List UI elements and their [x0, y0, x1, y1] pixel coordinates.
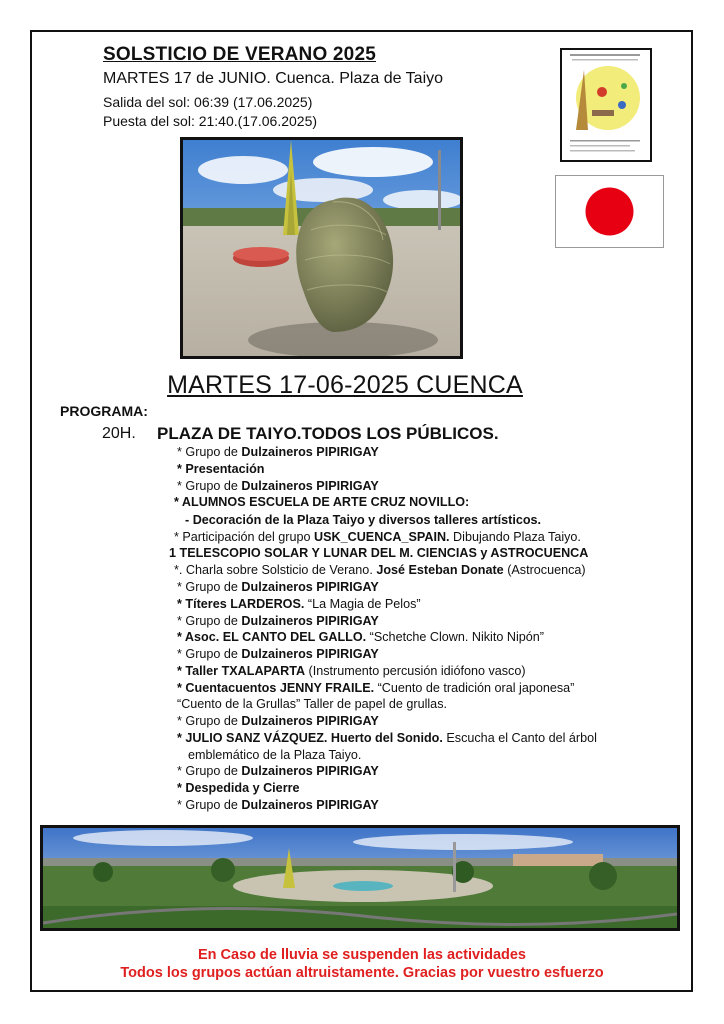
program-item-text: * Grupo de [177, 764, 242, 778]
program-item [177, 596, 421, 612]
program-item-text: José Esteban Donate [376, 563, 504, 577]
sunrise-time: Salida del sol: 06:39 (17.06.2025) [103, 94, 313, 110]
japan-flag [555, 175, 664, 248]
program-item-text: “Cuento de tradición oral japonesa” [374, 681, 575, 695]
program-item-text: “Cuento de la Grullas” Taller de papel de grullas. [177, 697, 447, 711]
program-item [185, 512, 541, 528]
program-item-text: Dulzaineros PIPIRIGAY [241, 614, 379, 628]
program-item-text: * Cuentacuentos JENNY FRAILE. [177, 681, 375, 695]
plaza-panorama-photo [40, 825, 680, 931]
program-item [177, 646, 379, 662]
program-item-text: * Taller TXALAPARTA [177, 664, 306, 678]
program-item-text: * Participación del grupo [174, 530, 315, 544]
program-item [177, 730, 597, 746]
program-item [177, 478, 379, 494]
program-item-text: Dulzaineros PIPIRIGAY [241, 445, 379, 459]
program-item [174, 494, 469, 510]
program-item [177, 713, 379, 729]
program-item-text: * Asoc. EL CANTO DEL GALLO. [177, 630, 367, 644]
program-item-text: emblemático de la Plaza Taiyo. [188, 748, 362, 762]
program-item [177, 629, 544, 645]
program-item [174, 562, 586, 578]
program-item-text: * JULIO SANZ VÁZQUEZ. Huerto del Sonido. [177, 731, 443, 745]
program-item-text: * Grupo de [177, 798, 242, 812]
program-item-text: * Títeres LARDEROS. [177, 597, 305, 611]
program-item-text: 1 TELESCOPIO SOLAR Y LUNAR DEL M. CIENCIAS y ASTROCUENCA [169, 546, 589, 560]
event-subtitle: MARTES 17 de JUNIO. Cuenca. Plaza de Taiyo [103, 70, 444, 87]
program-item-text: * Grupo de [177, 580, 242, 594]
plaza-photo [180, 137, 463, 359]
program-item-text: - Decoración de la Plaza Taiyo y diversos talleres artísticos. [185, 513, 542, 527]
sunset-time: Puesta del sol: 21:40.(17.06.2025) [103, 113, 318, 129]
program-item-text: Dulzaineros PIPIRIGAY [241, 479, 379, 493]
program-item-text: * Grupo de [177, 714, 242, 728]
program-item-text: (Instrumento percusión idiófono vasco) [305, 664, 526, 678]
program-item [169, 545, 588, 561]
program-item-text: (Astrocuenca) [503, 563, 586, 577]
rain-notice: En Caso de lluvia se suspenden las actividades [198, 947, 526, 963]
program-item-text: Dulzaineros PIPIRIGAY [241, 580, 379, 594]
program-item [177, 797, 379, 813]
program-item [177, 696, 447, 712]
event-date-heading: MARTES 17-06-2025 CUENCA [167, 371, 523, 399]
program-item-text: “La Magia de Pelos” [304, 597, 421, 611]
program-item-text: USK_CUENCA_SPAIN. [314, 530, 450, 544]
program-item [177, 763, 379, 779]
program-item-text: “Schetche Clown. Nikito Nipón” [366, 630, 544, 644]
program-item-text: Dulzaineros PIPIRIGAY [241, 798, 379, 812]
program-item-text: * ALUMNOS ESCUELA DE ARTE CRUZ NOVILLO: [174, 495, 470, 509]
thanks-notice: Todos los grupos actúan altruistamente. Gracias por vuestro esfuerzo [120, 965, 604, 981]
program-item [177, 444, 379, 460]
program-item [177, 613, 379, 629]
program-item-text: Dulzaineros PIPIRIGAY [241, 764, 379, 778]
program-venue: PLAZA DE TAIYO.TODOS LOS PÚBLICOS. [157, 424, 499, 443]
program-item-text: * Despedida y Cierre [177, 781, 300, 795]
program-time: 20H. [102, 425, 136, 442]
program-item-text: * Grupo de [177, 647, 242, 661]
program-item [177, 780, 300, 796]
program-item-text: Dibujando Plaza Taiyo. [449, 530, 581, 544]
program-item-text: *. Charla sobre Solsticio de Verano. [174, 563, 377, 577]
event-title: SOLSTICIO DE VERANO 2025 [103, 44, 376, 65]
program-item-text: * Grupo de [177, 479, 242, 493]
program-item-text: Escucha el Canto del árbol [442, 731, 597, 745]
program-item-text: Dulzaineros PIPIRIGAY [241, 647, 379, 661]
program-item-text: * Grupo de [177, 445, 242, 459]
program-item-text: Dulzaineros PIPIRIGAY [241, 714, 379, 728]
program-item [188, 747, 361, 763]
program-item [177, 579, 379, 595]
poster-thumbnail [560, 48, 652, 162]
program-item [177, 663, 526, 679]
program-item-text: * Grupo de [177, 614, 242, 628]
program-label: PROGRAMA: [60, 403, 148, 419]
program-item [177, 461, 265, 477]
program-item [174, 529, 581, 545]
program-item-text: * Presentación [177, 462, 265, 476]
program-item [177, 680, 574, 696]
